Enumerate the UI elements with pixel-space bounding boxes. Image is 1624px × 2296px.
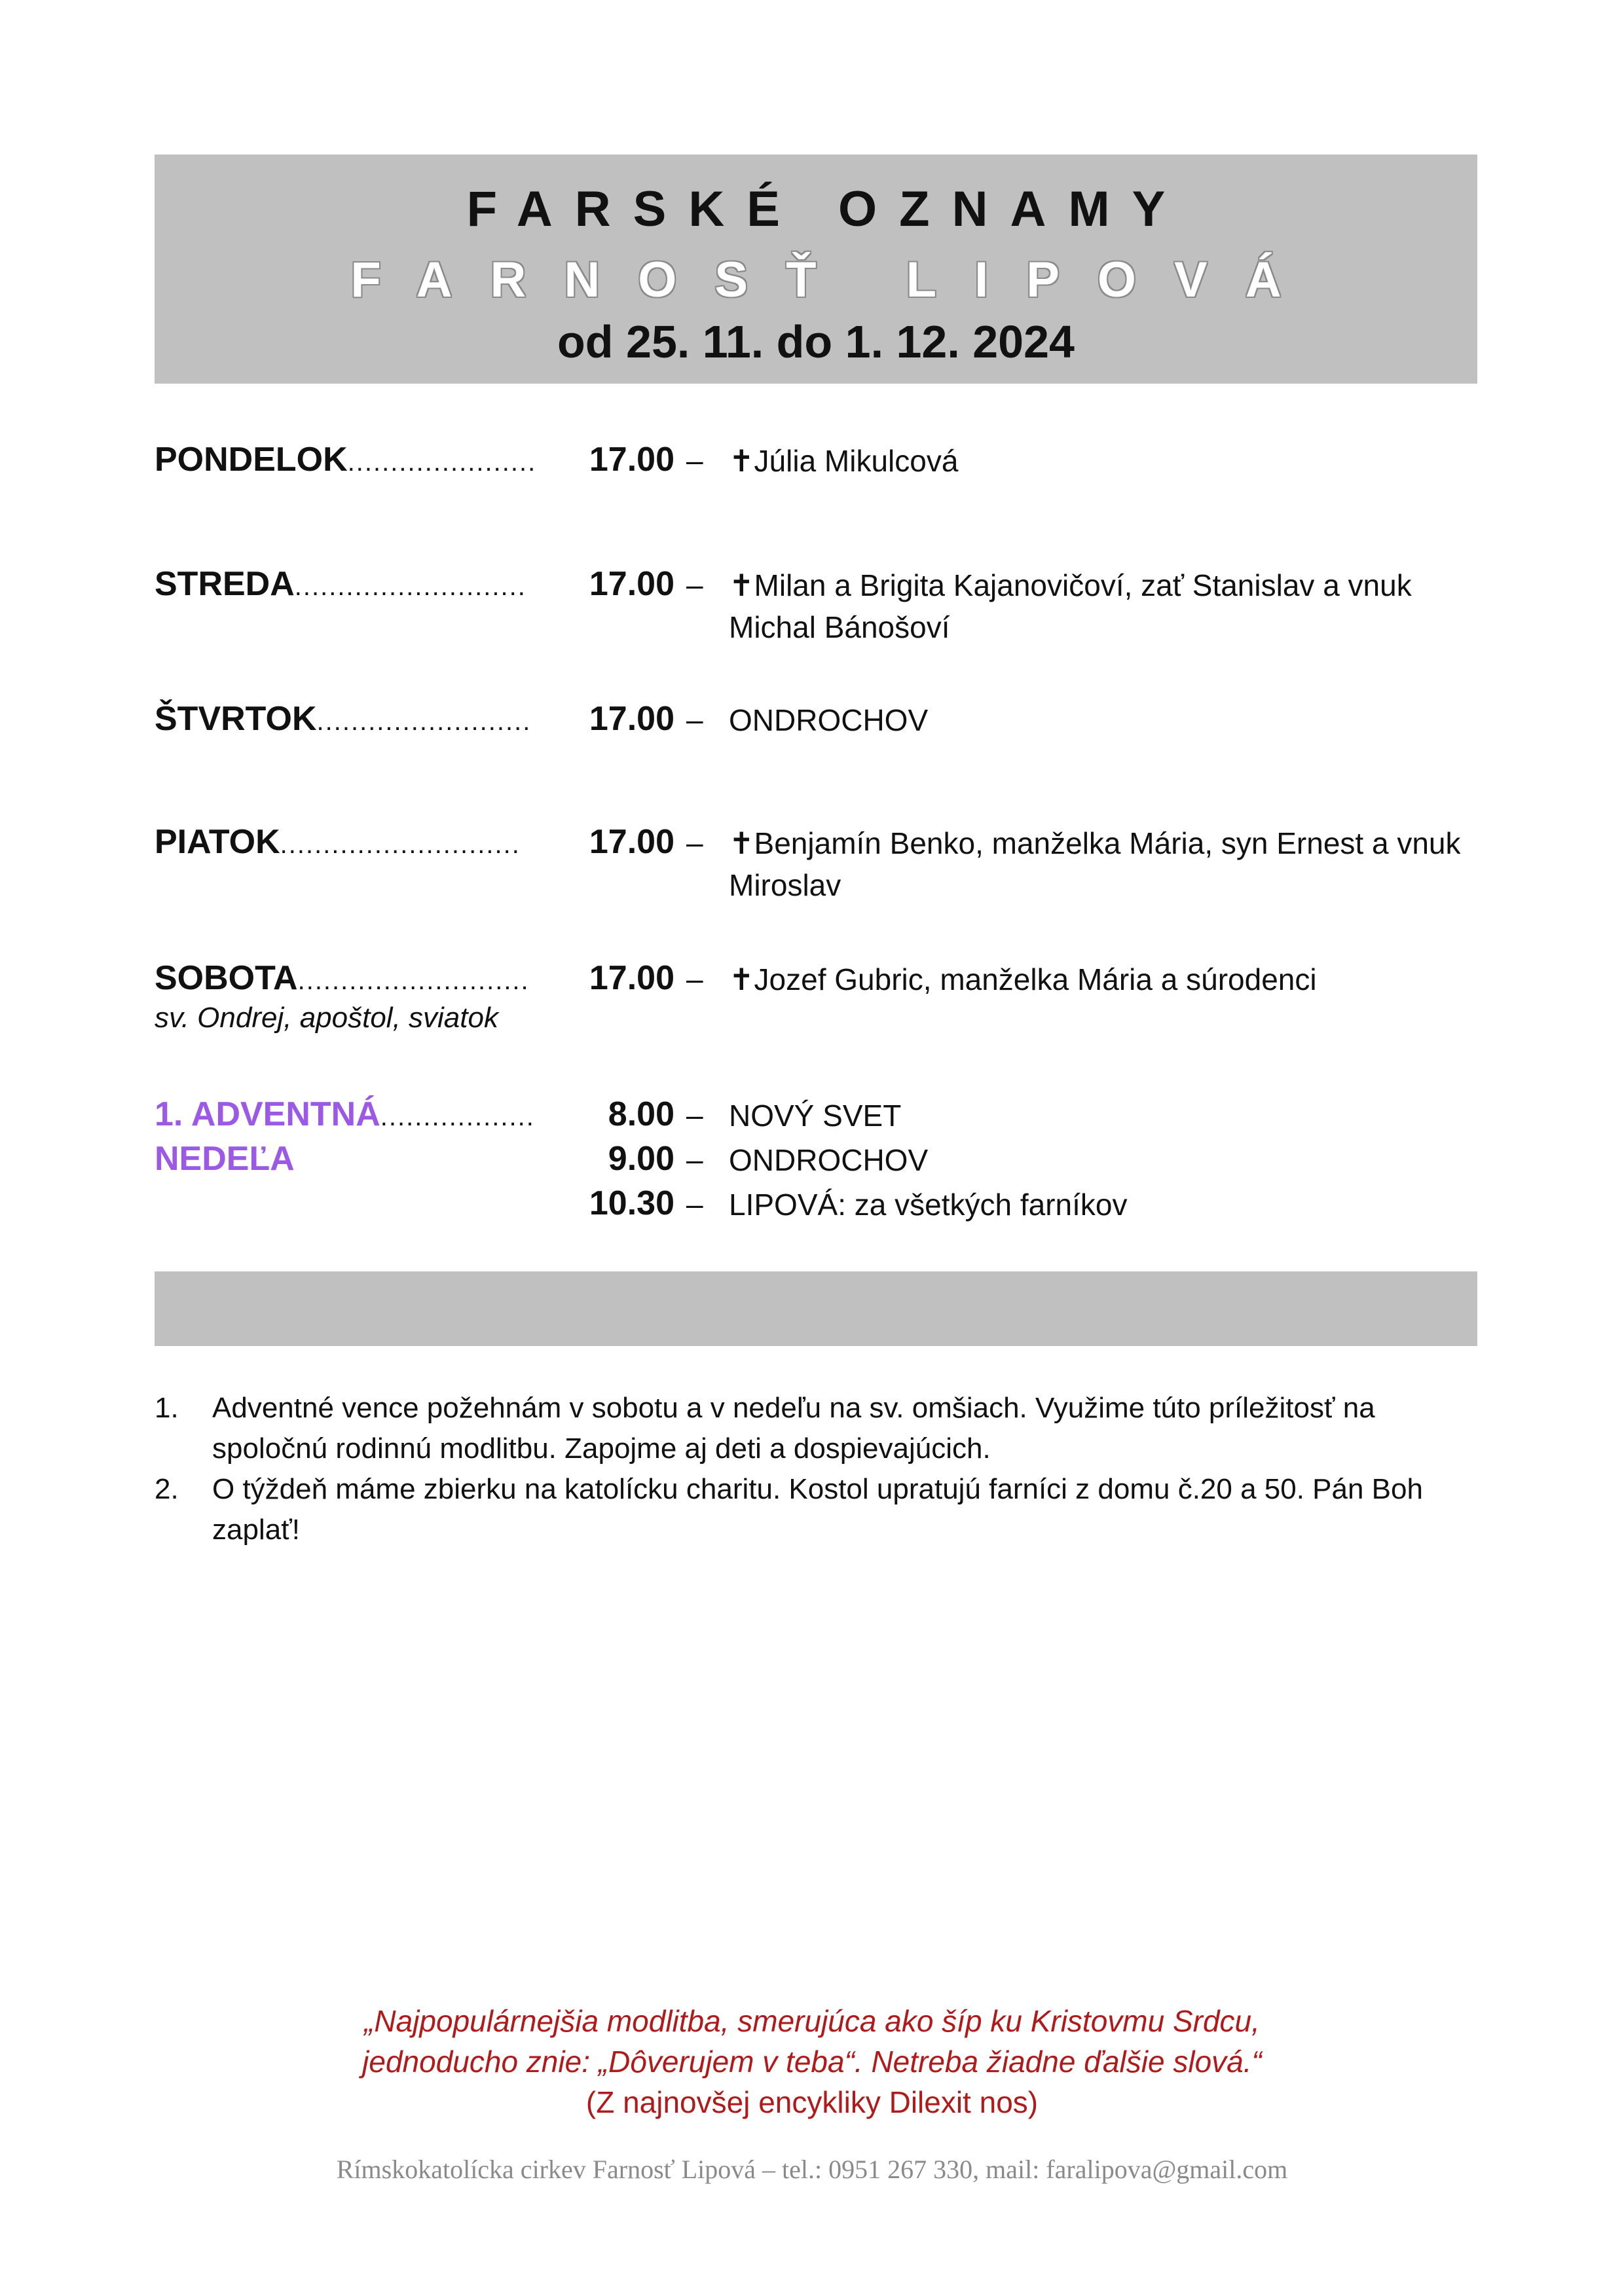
dash: – [686, 1187, 703, 1221]
list-item [155, 1388, 1484, 1469]
header-banner [155, 155, 1477, 384]
time-wednesday: 17.00 [589, 565, 674, 603]
day-saturday: SOBOTA........................... [155, 959, 530, 997]
dash: – [686, 962, 703, 996]
intention-thursday: ONDROCHOV [729, 703, 929, 737]
day-sunday: 1. ADVENTNÁ.................. [155, 1095, 535, 1133]
time-friday: 17.00 [589, 823, 674, 861]
time-saturday: 17.00 [589, 959, 674, 997]
date-range: od 25. 11. do 1. 12. 2024 [557, 316, 1075, 367]
time-sunday-1: 8.00 [608, 1095, 674, 1133]
intention-friday: ✝Benjamín Benko, manželka Mária, syn Ernest a vnuk Miroslav [729, 826, 1461, 902]
footer-contact: Rímskokatolícka cirkev Farnosť Lipová – tel.: 0951 267 330, mail: faralipova@gmail.com [336, 2155, 1288, 2184]
intention-monday: ✝Júlia Mikulcová [729, 444, 959, 478]
list-text: Adventné vence požehnám v sobotu a v nedeľu na sv. omšiach. Využime túto príležitosť na spoločnú rodinnú modlitbu. Zapojme aj deti a dospievajúcich. [212, 1392, 1375, 1465]
parish-name: FARNOSŤ LIPOVÁ [350, 252, 1320, 308]
time-thursday: 17.00 [589, 700, 674, 738]
closing-quote [0, 2001, 1624, 2123]
announcements-list [155, 1388, 1484, 1550]
day-wednesday: STREDA........................... [155, 565, 526, 603]
quote-line-1: „Najpopulárnejšia modlitba, smerujúca ako šíp ku Kristovmu Srdcu, [364, 2004, 1260, 2038]
dash: – [686, 443, 703, 477]
dash: – [686, 568, 703, 602]
quote-source: (Z najnovšej encykliky Dilexit nos) [585, 2085, 1039, 2119]
time-sunday-2: 9.00 [608, 1140, 674, 1178]
dash: – [686, 1142, 703, 1176]
day-thursday: ŠTVRTOK......................... [155, 700, 532, 738]
list-number: 1. [155, 1392, 179, 1424]
saturday-feast: sv. Ondrej, apoštol, sviatok [155, 1002, 498, 1034]
time-monday: 17.00 [589, 441, 674, 479]
intention-sunday-1: NOVÝ SVET [729, 1099, 902, 1133]
day-sunday-line2: NEDEĽA [155, 1140, 295, 1178]
intention-wednesday: ✝Milan a Brigita Kajanovičoví, zať Stanislav a vnuk Michal Bánošoví [729, 568, 1412, 644]
intention-sunday-3: LIPOVÁ: za všetkých farníkov [729, 1188, 1128, 1222]
dash: – [686, 1098, 703, 1132]
quote-line-2: jednoducho znie: „Dôverujem v teba“. Netreba žiadne ďalšie slová.“ [362, 2045, 1262, 2079]
separator-band [155, 1271, 1477, 1346]
day-friday: PIATOK............................ [155, 823, 521, 861]
list-text: O týždeň máme zbierku na katolícku charitu. Kostol upratujú farníci z domu č.20 a 50. Pán Boh zaplať! [212, 1473, 1423, 1546]
intention-saturday: ✝Jozef Gubric, manželka Mária a súrodenci [729, 962, 1317, 996]
page-title: FARSKÉ OZNAMY [466, 181, 1188, 237]
time-sunday-3: 10.30 [589, 1184, 674, 1222]
dash: – [686, 702, 703, 737]
list-number: 2. [155, 1473, 179, 1505]
day-monday: PONDELOK...................... [155, 441, 537, 479]
list-item [155, 1469, 1484, 1550]
dash: – [686, 826, 703, 860]
intention-sunday-2: ONDROCHOV [729, 1143, 929, 1177]
